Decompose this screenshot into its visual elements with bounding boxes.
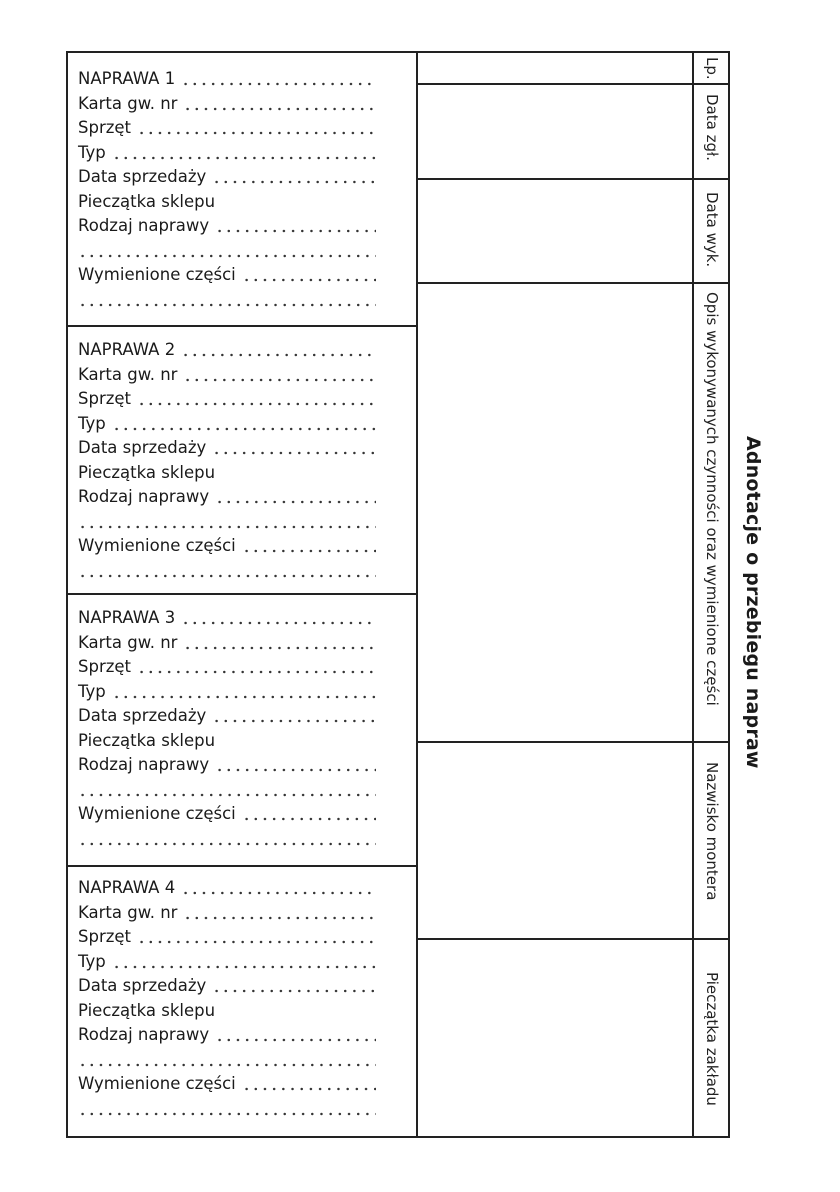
shop-stamp-label: Pieczątka sklepu bbox=[78, 462, 216, 482]
column-label-data-zgl: Data zgł. bbox=[703, 94, 721, 162]
equipment-row[interactable] bbox=[68, 387, 416, 412]
repair-heading-row[interactable] bbox=[68, 606, 416, 631]
shop-stamp-row[interactable] bbox=[68, 999, 416, 1024]
repair-type-row[interactable] bbox=[68, 753, 416, 778]
repair-heading: NAPRAWA 3 bbox=[78, 608, 176, 627]
fill-line bbox=[215, 768, 376, 772]
equipment-label: Sprzęt bbox=[78, 927, 132, 946]
warranty-card-row[interactable] bbox=[68, 92, 416, 117]
repair-type-label: Rodzaj naprawy bbox=[78, 487, 210, 506]
divider-repair-2 bbox=[66, 593, 417, 595]
parts-continuation-row[interactable] bbox=[68, 288, 416, 313]
column-label-lp: Lp. bbox=[703, 57, 721, 80]
shop-stamp-row[interactable] bbox=[68, 729, 416, 754]
column-label-nazwisko: Nazwisko montera bbox=[703, 762, 721, 901]
parts-row[interactable] bbox=[68, 802, 416, 827]
repair-type-row[interactable] bbox=[68, 485, 416, 510]
fill-line bbox=[137, 402, 376, 406]
repair-section-3 bbox=[68, 606, 416, 851]
divider-vertical-right bbox=[692, 51, 694, 1138]
fill-line bbox=[78, 254, 376, 258]
sale-date-row[interactable] bbox=[68, 165, 416, 190]
fill-line bbox=[242, 817, 376, 821]
fill-line bbox=[78, 525, 376, 529]
warranty-card-row[interactable] bbox=[68, 901, 416, 926]
fill-line bbox=[212, 451, 376, 455]
fill-line bbox=[215, 500, 376, 504]
repair-type-row[interactable] bbox=[68, 214, 416, 239]
shop-stamp-row[interactable] bbox=[68, 190, 416, 215]
repair-type-label: Rodzaj naprawy bbox=[78, 216, 210, 235]
equipment-label: Sprzęt bbox=[78, 657, 132, 676]
fill-line bbox=[78, 303, 376, 307]
type-label: Typ bbox=[78, 413, 106, 433]
fill-line bbox=[183, 916, 376, 920]
sale-date-label: Data sprzedaży bbox=[78, 706, 207, 725]
divider-repair-3 bbox=[66, 865, 417, 867]
type-row[interactable] bbox=[68, 950, 416, 975]
column-label-opis: Opis wykonywanych czynności oraz wymienione części bbox=[703, 292, 721, 706]
repair-heading-row[interactable] bbox=[68, 67, 416, 92]
equipment-row[interactable] bbox=[68, 655, 416, 680]
type-label: Typ bbox=[78, 951, 106, 971]
fill-line bbox=[242, 278, 376, 282]
fill-line bbox=[212, 180, 376, 184]
repair-section-4 bbox=[68, 876, 416, 1121]
fill-line bbox=[212, 989, 376, 993]
fill-line bbox=[137, 940, 376, 944]
fill-line bbox=[183, 646, 376, 650]
sale-date-row[interactable] bbox=[68, 974, 416, 999]
type-row[interactable] bbox=[68, 680, 416, 705]
warranty-card-label: Karta gw. nr bbox=[78, 93, 178, 113]
divider-nazwisko bbox=[417, 938, 730, 940]
equipment-label: Sprzęt bbox=[78, 389, 132, 408]
type-label: Typ bbox=[78, 142, 106, 162]
column-label-pieczatka: Pieczątka zakładu bbox=[703, 972, 721, 1106]
equipment-row[interactable] bbox=[68, 116, 416, 141]
warranty-card-label: Karta gw. nr bbox=[78, 902, 178, 922]
parts-continuation-row[interactable] bbox=[68, 827, 416, 852]
divider-data-wyk bbox=[417, 282, 730, 284]
page-title: Adnotacje o przebiegu napraw bbox=[742, 436, 764, 769]
shop-stamp-label: Pieczątka sklepu bbox=[78, 191, 216, 211]
fill-line bbox=[112, 156, 376, 160]
repair-heading-row[interactable] bbox=[68, 876, 416, 901]
equipment-row[interactable] bbox=[68, 925, 416, 950]
fill-line bbox=[181, 82, 376, 86]
shop-stamp-label: Pieczątka sklepu bbox=[78, 1000, 216, 1020]
divider-opis bbox=[417, 741, 730, 743]
fill-line bbox=[183, 107, 376, 111]
shop-stamp-row[interactable] bbox=[68, 461, 416, 486]
sale-date-row[interactable] bbox=[68, 704, 416, 729]
type-row[interactable] bbox=[68, 141, 416, 166]
fill-line bbox=[78, 793, 376, 797]
parts-continuation-row[interactable] bbox=[68, 559, 416, 584]
sale-date-label: Data sprzedaży bbox=[78, 438, 207, 457]
fill-line bbox=[137, 670, 376, 674]
warranty-card-row[interactable] bbox=[68, 631, 416, 656]
repair-type-label: Rodzaj naprawy bbox=[78, 755, 210, 774]
repair-heading: NAPRAWA 2 bbox=[78, 340, 176, 359]
repair-heading: NAPRAWA 1 bbox=[78, 69, 176, 88]
fill-line bbox=[78, 842, 376, 846]
parts-row[interactable] bbox=[68, 263, 416, 288]
fill-line bbox=[112, 695, 376, 699]
repair-section-1 bbox=[68, 67, 416, 312]
repair-heading-row[interactable] bbox=[68, 338, 416, 363]
type-label: Typ bbox=[78, 681, 106, 701]
parts-continuation-row[interactable] bbox=[68, 1097, 416, 1122]
fill-line bbox=[137, 131, 376, 135]
shop-stamp-label: Pieczątka sklepu bbox=[78, 730, 216, 750]
sale-date-label: Data sprzedaży bbox=[78, 976, 207, 995]
repair-type-continuation-row[interactable] bbox=[68, 778, 416, 803]
column-label-data-wyk: Data wyk. bbox=[703, 192, 721, 268]
fill-line bbox=[242, 549, 376, 553]
repair-type-continuation-row[interactable] bbox=[68, 239, 416, 264]
fill-line bbox=[181, 353, 376, 357]
fill-line bbox=[181, 621, 376, 625]
fill-line bbox=[215, 229, 376, 233]
parts-label: Wymienione części bbox=[78, 1074, 236, 1093]
warranty-card-label: Karta gw. nr bbox=[78, 632, 178, 652]
divider-lp bbox=[417, 83, 730, 85]
sale-date-row[interactable] bbox=[68, 436, 416, 461]
fill-line bbox=[78, 1112, 376, 1116]
repair-type-row[interactable] bbox=[68, 1023, 416, 1048]
sale-date-label: Data sprzedaży bbox=[78, 167, 207, 186]
repair-section-2 bbox=[68, 338, 416, 583]
divider-repair-1 bbox=[66, 325, 417, 327]
parts-row[interactable] bbox=[68, 534, 416, 559]
repair-type-continuation-row[interactable] bbox=[68, 1048, 416, 1073]
parts-label: Wymienione części bbox=[78, 536, 236, 555]
parts-row[interactable] bbox=[68, 1072, 416, 1097]
warranty-card-label: Karta gw. nr bbox=[78, 364, 178, 384]
repair-type-continuation-row[interactable] bbox=[68, 510, 416, 535]
parts-label: Wymienione części bbox=[78, 804, 236, 823]
repair-heading: NAPRAWA 4 bbox=[78, 878, 176, 897]
fill-line bbox=[112, 427, 376, 431]
equipment-label: Sprzęt bbox=[78, 118, 132, 137]
fill-line bbox=[112, 965, 376, 969]
fill-line bbox=[215, 1038, 376, 1042]
divider-data-zgl bbox=[417, 178, 730, 180]
fill-line bbox=[183, 378, 376, 382]
warranty-card-row[interactable] bbox=[68, 363, 416, 388]
fill-line bbox=[181, 891, 376, 895]
repair-type-label: Rodzaj naprawy bbox=[78, 1025, 210, 1044]
fill-line bbox=[212, 719, 376, 723]
parts-label: Wymienione części bbox=[78, 265, 236, 284]
fill-line bbox=[242, 1087, 376, 1091]
fill-line bbox=[78, 574, 376, 578]
type-row[interactable] bbox=[68, 412, 416, 437]
fill-line bbox=[78, 1063, 376, 1067]
